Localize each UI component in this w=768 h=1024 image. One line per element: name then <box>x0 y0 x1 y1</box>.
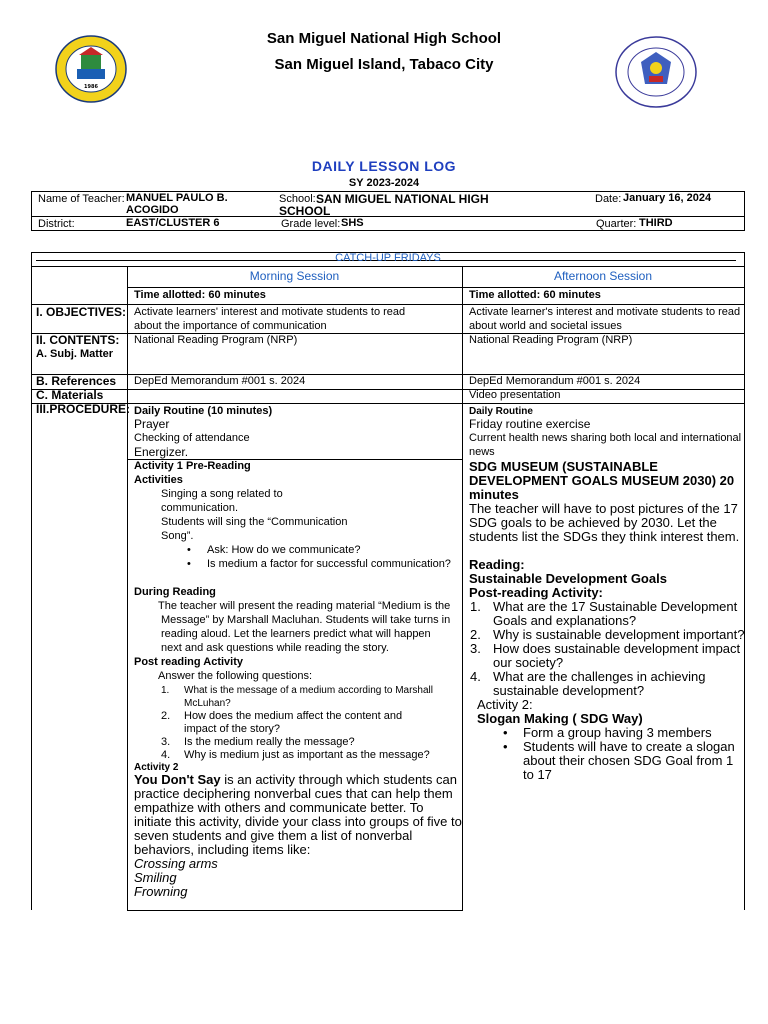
during-reading-title: During Reading <box>134 586 216 598</box>
reading-title: Sustainable Development Goals <box>469 571 667 586</box>
objectives-afternoon-1: Activate learner's interest and motivate students to read <box>469 306 741 318</box>
afternoon-question-4: What are the challenges in achieving <box>493 669 706 684</box>
q-number: 1. <box>470 599 481 614</box>
svg-text:1986: 1986 <box>84 84 98 90</box>
afternoon-routine-item-b: news <box>469 446 495 458</box>
school-name: San Miguel National High School <box>266 30 502 47</box>
q-number: 1. <box>161 685 170 696</box>
school-address: San Miguel Island, Tabaco City <box>274 56 494 73</box>
afternoon-session-header: Afternoon Session <box>553 269 653 283</box>
activity1-title: Activity 1 Pre-Reading <box>134 460 251 472</box>
teacher-info-table <box>31 191 745 231</box>
you-dont-say-line: empathize with others and communicate better. To <box>134 800 424 815</box>
references-label: B. References <box>36 374 117 388</box>
document-title: DAILY LESSON LOG <box>311 158 457 174</box>
sdg-description: SDG goals to be achieved by 2030. Let the <box>469 515 717 530</box>
slogan-bullet: • Students will have to create a slogan <box>523 740 735 754</box>
q-number: 3. <box>470 641 481 656</box>
morning-question-2b: impact of the story? <box>184 723 280 735</box>
quarter-label: Quarter: <box>596 218 637 230</box>
during-line: The teacher will present the reading material “Medium is the <box>158 600 451 612</box>
ask-bullet: • Is medium a factor for successful communication? <box>207 558 451 572</box>
q-number: 2. <box>161 710 171 722</box>
behavior-item: Crossing arms <box>134 856 218 871</box>
behavior-item: Smiling <box>134 870 177 885</box>
morning-time-allotted: Time allotted: 60 minutes <box>134 289 266 301</box>
q-number: 3. <box>161 736 171 748</box>
afternoon-question-3: How does sustainable development impact <box>493 641 741 656</box>
district-label: District: <box>38 218 75 230</box>
ask-bullet: • Ask: How do we communicate? <box>207 544 360 558</box>
objectives-morning-1: Activate learners' interest and motivate students to read <box>134 306 406 318</box>
morning-session-header: Morning Session <box>249 269 340 283</box>
sdg-museum-title: SDG MUSEUM (SUSTAINABLE <box>469 459 658 474</box>
date-label: Date: <box>595 193 622 205</box>
school-label: School: <box>279 193 316 205</box>
morning-routine-title: Daily Routine (10 minutes) <box>134 405 273 417</box>
sdg-description: The teacher will have to post pictures of the 17 <box>469 501 738 516</box>
morning-question-3: Is the medium really the message? <box>184 736 355 748</box>
objectives-label: I. OBJECTIVES: <box>36 305 127 319</box>
contents-label: II. CONTENTS: <box>36 333 120 347</box>
sdg-museum-title: minutes <box>469 487 519 502</box>
district-value: EAST/CLUSTER 6 <box>126 217 220 229</box>
references-afternoon: DepEd Memorandum #001 s. 2024 <box>469 375 641 387</box>
references-morning: DepEd Memorandum #001 s. 2024 <box>134 375 306 387</box>
during-line: Message” by Marshall Macluhan. Students will take turns in <box>161 614 451 626</box>
school-value: SAN MIGUEL NATIONAL HIGH <box>316 192 489 206</box>
afternoon-question-4b: sustainable development? <box>493 683 645 698</box>
contents-afternoon: National Reading Program (NRP) <box>469 334 633 346</box>
afternoon-routine-item: Current health news sharing both local and international <box>469 432 742 444</box>
activities-label: Activities <box>134 474 183 486</box>
during-line: reading aloud. Let the learners predict what will happen <box>161 628 431 640</box>
slogan-bullet-cont: to 17 <box>523 767 552 782</box>
sdg-museum-title: DEVELOPMENT GOALS MUSEUM 2030) 20 <box>469 473 735 488</box>
deped-seal <box>613 36 699 108</box>
subj-matter-label: A. Subj. Matter <box>36 348 114 360</box>
you-dont-say-line: practice deciphering nonverbal cues that can help them <box>134 786 453 801</box>
afternoon-question-3b: our society? <box>493 655 564 670</box>
activity2-label: Activity 2: <box>477 697 533 712</box>
afternoon-question-1b: Goals and explanations? <box>493 613 637 628</box>
reading-label: Reading: <box>469 557 525 572</box>
you-dont-say-line: You Don't Say is an activity through which students can <box>134 772 457 787</box>
lesson-log-table <box>31 252 745 912</box>
q-number: 4. <box>161 749 171 761</box>
post-reading-activity-title: Post-reading Activity: <box>469 585 603 600</box>
song-line: Song”. <box>161 530 194 542</box>
afternoon-question-2: Why is sustainable development important? <box>493 627 745 642</box>
morning-question-2: How does the medium affect the content and <box>184 710 403 722</box>
afternoon-routine-item: Friday routine exercise <box>469 417 591 431</box>
grade-label: Grade level: <box>281 218 341 230</box>
morning-question-1: What is the message of a medium according to Marshall <box>184 685 433 696</box>
q-number: 4. <box>470 669 481 684</box>
song-line: Singing a song related to <box>161 488 283 500</box>
slogan-bullet-cont: about their chosen SDG Goal from 1 <box>523 753 734 768</box>
date-value: January 16, 2024 <box>623 192 712 204</box>
quarter-value: THIRD <box>639 217 673 229</box>
behavior-item: Frowning <box>134 884 188 899</box>
school-year: SY 2023-2024 <box>348 177 420 189</box>
school-value-2: SCHOOL <box>279 204 331 218</box>
materials-label: C. Materials <box>36 388 104 402</box>
teacher-label: Name of Teacher: <box>38 193 125 205</box>
activity2-title: Activity 2 <box>134 762 179 773</box>
post-reading-title: Post reading Activity <box>134 656 244 668</box>
procedure-label: III.PROCEDURE: <box>36 402 131 416</box>
afternoon-routine-title: Daily Routine <box>469 406 533 417</box>
during-line: next and ask questions while reading the story. <box>161 642 389 654</box>
objectives-afternoon-2: about world and societal issues <box>469 320 622 332</box>
morning-routine-item: Energizer. <box>134 445 189 459</box>
you-dont-say-line: behaviors, including items like: <box>134 842 311 857</box>
morning-routine-item: Checking of attendance <box>134 432 250 444</box>
post-reading-intro: Answer the following questions: <box>158 670 313 682</box>
objectives-morning-2: about the importance of communication <box>134 320 327 332</box>
teacher-name-2: ACOGIDO <box>126 204 179 216</box>
contents-morning: National Reading Program (NRP) <box>134 334 298 346</box>
teacher-name: MANUEL PAULO B. <box>126 192 228 204</box>
sdg-description: students list the SDGs they think interest them. <box>469 529 740 544</box>
materials-afternoon: Video presentation <box>469 389 561 401</box>
morning-question-4: Why is medium just as important as the message? <box>184 749 430 761</box>
afternoon-time-allotted: Time allotted: 60 minutes <box>469 289 601 301</box>
slogan-making-title: Slogan Making ( SDG Way) <box>477 711 643 726</box>
you-dont-say-line: initiate this activity, divide your class into groups of five to <box>134 814 462 829</box>
q-number: 2. <box>470 627 481 642</box>
song-line: Students will sing the “Communication <box>161 516 348 528</box>
you-dont-say-line: seven students and give them a list of nonverbal <box>134 828 413 843</box>
song-line: communication. <box>161 502 239 514</box>
slogan-bullet: • Form a group having 3 members <box>523 726 712 740</box>
afternoon-question-1: What are the 17 Sustainable Development <box>493 599 738 614</box>
grade-value: SHS <box>341 217 364 229</box>
morning-routine-item: Prayer <box>134 417 170 431</box>
morning-question-1b: McLuhan? <box>184 698 231 709</box>
catch-up-banner: CATCH-UP FRIDAYS <box>335 252 441 264</box>
